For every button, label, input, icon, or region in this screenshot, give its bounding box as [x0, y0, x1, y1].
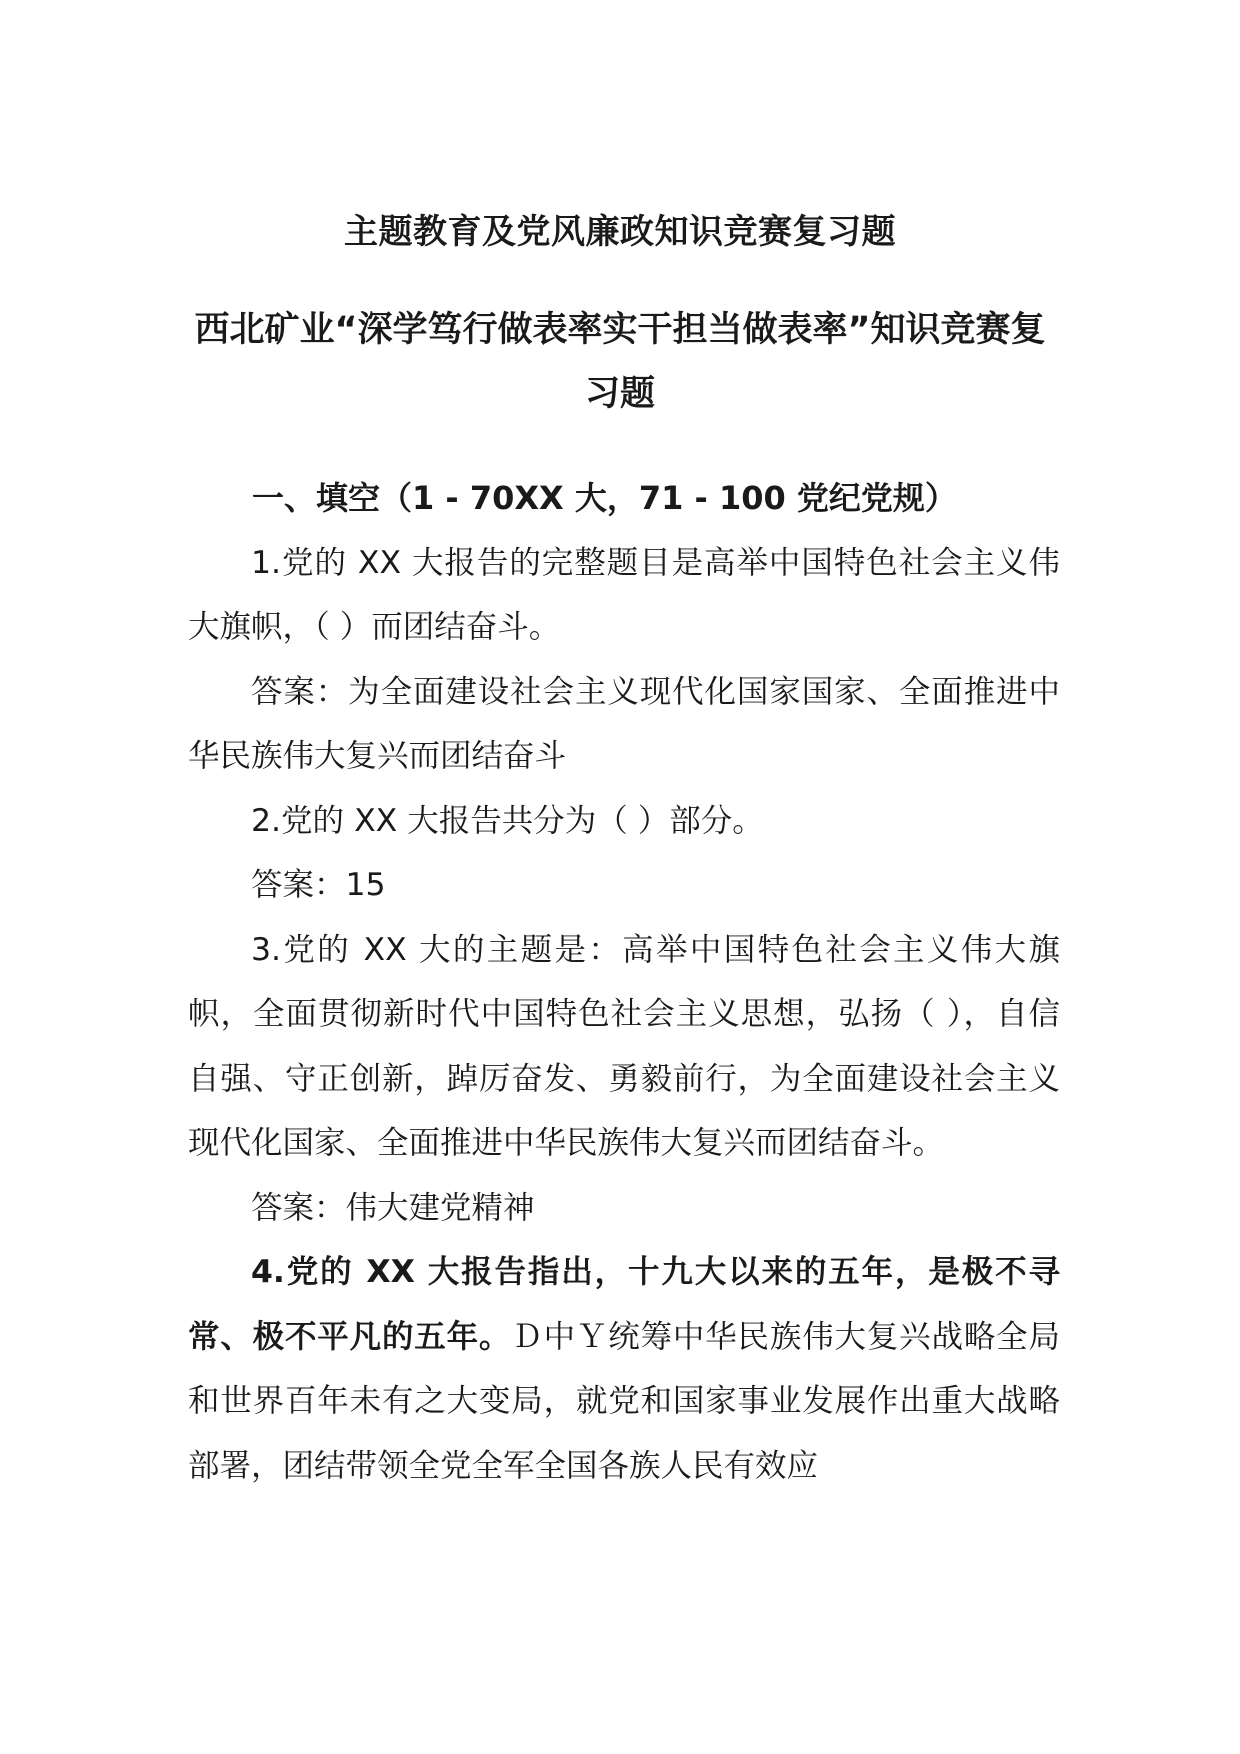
document-body	[188, 466, 1060, 1498]
section-heading: 一、填空（1 - 70XX 大，71 - 100 党纪党规）	[252, 479, 957, 517]
question-3: 3.党的 XX 大的主题是：高举中国特色社会主义伟大旗帜，全面贯彻新时代中国特色社会主义思想，弘扬（ ），自信自强、守正创新，踔厉奋发、勇毅前行，为全面建设社会主义现代化国家、全面推进中华民族伟大复兴而团结奋斗。	[188, 931, 1060, 1161]
answer-1: 答案：为全面建设社会主义现代化国家国家、全面推进中华民族伟大复兴而团结奋斗	[188, 673, 1060, 774]
question-4-bold-lead: 4.党的 XX 大报告指出，十九大以来的五年，是极不寻常、极不平凡的五年。	[188, 1254, 1060, 1355]
answer-3: 答案：伟大建党精神	[251, 1189, 535, 1226]
question-1: 1.党的 XX 大报告的完整题目是高举中国特色社会主义伟大旗帜，（ ）而团结奋斗。	[188, 544, 1060, 645]
document-title: 主题教育及党风廉政知识竞赛复习题	[344, 212, 896, 252]
question-4	[188, 1240, 1060, 1498]
question-2: 2.党的 XX 大报告共分为（ ）部分。	[251, 802, 764, 839]
document-subtitle: 西北矿业“深学笃行做表率实干担当做表率”知识竞赛复习题	[194, 310, 1046, 414]
answer-2: 答案：15	[251, 867, 386, 903]
question-4-text: Ｄ中Ｙ统筹中华民族伟大复兴战略全局和世界百年未有之大变局，就党和国家事业发展作出重大战略部署，团结带领全党全军全国各族人民有效应	[188, 1318, 1060, 1484]
